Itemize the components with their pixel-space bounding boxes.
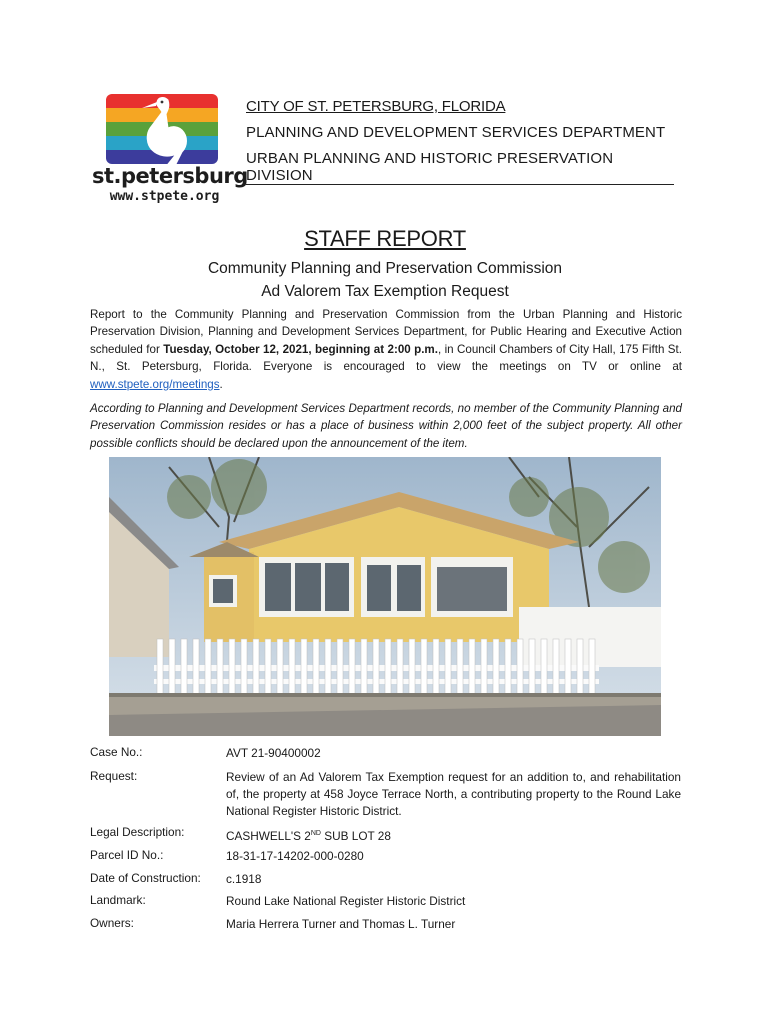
parcel-id: 18-31-17-14202-000-0280	[226, 849, 364, 863]
logo-url: www.stpete.org	[109, 189, 220, 204]
intro-paragraph	[90, 306, 682, 393]
fact-label: Case No.:	[90, 745, 143, 759]
document-header	[246, 98, 676, 193]
hearing-date: Tuesday, October 12, 2021, beginning at 2:00 p.m.	[163, 342, 438, 356]
landmark-name: Round Lake National Register Historic District	[226, 894, 466, 908]
fact-label: Owners:	[90, 916, 134, 930]
property-photo	[109, 457, 661, 736]
intro-text-end: .	[219, 377, 223, 391]
intro-text-start: Report to the Community Planning and Preservation Commission from the Urban Planning and Historic Preservation Division, Planning and Development Services Department, for Public Hearing and Executive Action scheduled for	[90, 308, 682, 356]
report-subtitle-request: Ad Valorem Tax Exemption Request	[261, 283, 509, 300]
fact-label: Date of Construction:	[90, 871, 201, 885]
fact-label: Landmark:	[90, 893, 146, 907]
owners-names: Maria Herrera Turner and Thomas L. Turner	[226, 917, 456, 931]
legal-description-lot: SUB LOT 28	[320, 828, 391, 843]
case-number: AVT 21-90400002	[226, 746, 321, 760]
logo-wordmark: st.petersburg	[92, 164, 248, 188]
fact-label: Legal Description:	[90, 825, 185, 839]
construction-date: c.1918	[226, 872, 262, 886]
legal-description-superscript: ND	[310, 830, 321, 837]
conflict-disclaimer: According to Planning and Development Services Department records, no member of the Community Planning and Preservation Commission resides or has a place of business within 2,000 feet of the subject property. All other possible conflicts should be declared upon the announcement of the item.	[90, 402, 682, 450]
logo-flag	[106, 94, 218, 164]
city-logo	[92, 92, 248, 212]
header-divider	[246, 184, 674, 185]
fact-label: Request:	[90, 769, 138, 783]
division-name: URBAN PLANNING AND HISTORIC PRESERVATION DIVISION	[246, 150, 614, 184]
pelican-icon	[106, 94, 218, 164]
department-name: PLANNING AND DEVELOPMENT SERVICES DEPARTMENT	[246, 124, 666, 141]
request-description: Review of an Ad Valorem Tax Exemption request for an addition to, and rehabilitation of, the property at 458 Joyce Terrace North, a contributing property to the Round Lake National Register Historic District.	[226, 770, 681, 818]
city-name: CITY OF ST. PETERSBURG, FLORIDA	[246, 98, 506, 115]
report-subtitle-commission: Community Planning and Preservation Commission	[207, 260, 563, 277]
meetings-link[interactable]: www.stpete.org/meetings	[90, 377, 220, 391]
legal-description	[226, 825, 681, 845]
fact-label: Parcel ID No.:	[90, 848, 164, 862]
intro-text-middle: , in Council Chambers of City Hall, 175 Fifth St. N., St. Petersburg, Florida. Everyone is encouraged to view the meetings on TV or online at	[90, 342, 682, 374]
legal-description-text: CASHWELL'S 2	[226, 828, 311, 843]
report-title: STAFF REPORT	[304, 226, 466, 251]
